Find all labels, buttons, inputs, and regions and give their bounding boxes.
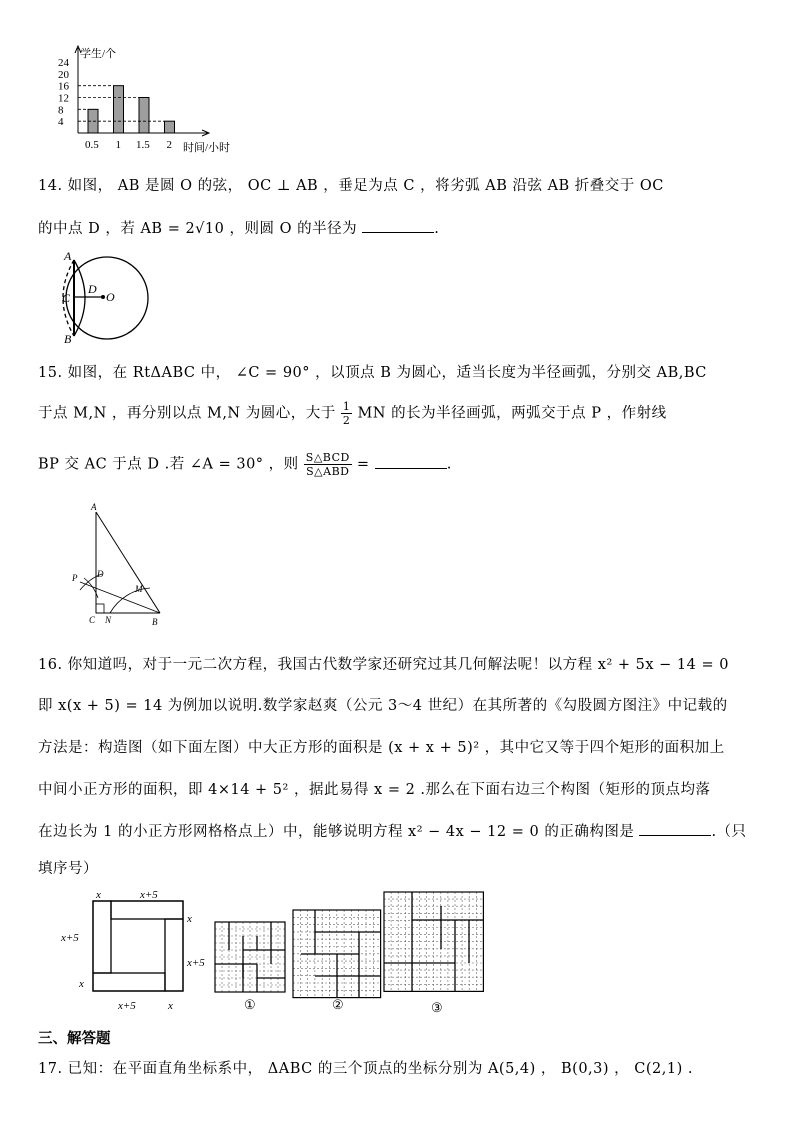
q16-option-3[interactable]: ③ bbox=[431, 1000, 443, 1015]
q16-line6: 填序号） bbox=[38, 861, 98, 877]
q14-figure bbox=[52, 246, 162, 346]
y-tick-label: 4 bbox=[58, 116, 64, 129]
q16-figures bbox=[58, 888, 488, 1020]
q15-figure bbox=[60, 500, 170, 630]
q15-ratio-den: S△ABD bbox=[306, 465, 350, 478]
y-tick-label: 20 bbox=[58, 68, 69, 81]
q15-label-D: D bbox=[97, 569, 104, 579]
q15-area-ratio bbox=[304, 451, 352, 478]
bar bbox=[139, 98, 149, 134]
q15-line3-eq: = bbox=[356, 456, 370, 473]
q14-label-C: C bbox=[62, 291, 71, 305]
q14-line2-text: 的中点 D ，若 AB = 2√10 ，则圆 O 的半径为 bbox=[38, 221, 358, 237]
q15-fraction-half bbox=[341, 400, 353, 427]
x-tick-label: 0.5 bbox=[85, 139, 99, 151]
bar bbox=[165, 121, 175, 133]
option1-border bbox=[215, 922, 285, 992]
bar-chart bbox=[50, 40, 260, 155]
q15-label-B: B bbox=[152, 617, 158, 627]
q14-label-A: A bbox=[64, 249, 72, 263]
q15-line2 bbox=[38, 400, 667, 427]
q15-label-A: A bbox=[91, 502, 97, 512]
q16-line1: 16. 你知道吗，对于一元二次方程，我国古代数学家还研究过其几何解法呢！以方程 x² + 5x − 14 = 0 bbox=[38, 657, 729, 673]
y-tick-label: 8 bbox=[58, 104, 64, 117]
bar bbox=[114, 86, 124, 133]
q16-line2: 即 x(x + 5) = 14 为例加以说明.数学家赵爽（公元 3～4 世纪）在其所著的《勾股圆方图注》中记载的 bbox=[38, 698, 728, 714]
q16-left-label-top-x5: x+5 bbox=[140, 889, 158, 901]
y-axis-label: 学生/个 bbox=[80, 48, 117, 60]
q15-frac-num: 1 bbox=[342, 400, 351, 413]
q16-line5 bbox=[38, 820, 747, 841]
y-tick-label: 24 bbox=[58, 57, 69, 69]
x-tick-label: 2 bbox=[166, 139, 172, 151]
q15-line2-text-a: 于点 M,N ，再分别以点 M,N 为圆心，大于 bbox=[38, 405, 336, 422]
q15-answer-blank[interactable] bbox=[375, 454, 447, 469]
q16-option-2[interactable]: ② bbox=[332, 997, 344, 1012]
q16-line3: 方法是：构造图（如下面左图）中大正方形的面积是 (x + x + 5)² ，其中它又等于四个矩形的面积加上 bbox=[38, 740, 725, 756]
q15-label-C: C bbox=[89, 615, 96, 625]
q16-line5-text: 在边长为 1 的小正方形网格格点上）中，能够说明方程 x² − 4x − 12 = 0 的正确构图是 bbox=[38, 824, 635, 840]
q17-line1: 17. 已知：在平面直角坐标系中， ΔABC 的三个顶点的坐标分别为 A(5,4) ， B(0,3) ， C(2,1) . bbox=[38, 1061, 693, 1077]
q15-label-N: N bbox=[105, 615, 112, 625]
x-axis-label: 时间/小时 bbox=[183, 142, 231, 154]
q15-label-P: P bbox=[72, 573, 78, 583]
y-tick-label: 16 bbox=[58, 80, 69, 93]
q15-line3-text-a: BP 交 AC 于点 D .若 ∠A = 30° ，则 bbox=[38, 456, 299, 473]
q15-frac-den: 2 bbox=[342, 414, 351, 427]
q14-label-B: B bbox=[64, 332, 72, 346]
q16-option-1[interactable]: ① bbox=[244, 997, 256, 1012]
q15-line3 bbox=[38, 451, 452, 478]
y-tick-label: 12 bbox=[58, 92, 69, 105]
q14-label-O: O bbox=[106, 290, 115, 304]
q14-line2-end: . bbox=[434, 221, 440, 237]
q16-line4: 中间小正方形的面积，即 4×14 + 5² ，据此易得 x = 2 .那么在下面右边三个构图（矩形的顶点均落 bbox=[38, 782, 711, 798]
x-tick-label: 1.5 bbox=[136, 139, 150, 151]
q16-left-label-bottom-x: x bbox=[168, 1000, 173, 1012]
q16-left-label-left-x: x bbox=[79, 978, 84, 990]
q15-line1: 15. 如图，在 RtΔABC 中， ∠C = 90° ，以顶点 B 为圆心，适当长度为半径画弧，分别交 AB,BC bbox=[38, 365, 707, 381]
q14-line2 bbox=[38, 217, 439, 238]
q14-label-D: D bbox=[88, 282, 97, 296]
q16-left-label-left-x5: x+5 bbox=[61, 932, 79, 944]
q16-left-label-bottom-x5: x+5 bbox=[118, 1000, 136, 1012]
q16-left-label-right-x5: x+5 bbox=[187, 957, 205, 969]
q15-line3-end: . bbox=[446, 456, 452, 473]
q15-ratio-num: S△BCD bbox=[305, 451, 350, 464]
q16-answer-blank[interactable] bbox=[639, 821, 711, 836]
section3-title: 三、解答题 bbox=[38, 1031, 111, 1047]
q14-answer-blank[interactable] bbox=[362, 218, 434, 233]
x-tick-label: 1 bbox=[115, 139, 121, 151]
q14-line1: 14. 如图， AB 是圆 O 的弦， OC ⊥ AB ，垂足为点 C ，将劣弧 AB 沿弦 AB 折叠交于 OC bbox=[38, 178, 664, 194]
q16-left-label-top-x: x bbox=[96, 889, 101, 901]
q16-left-label-right-x: x bbox=[187, 913, 192, 925]
q15-line2-text-b: MN 的长为半径画弧，两弧交于点 P ，作射线 bbox=[357, 405, 667, 422]
q16-line5-end: .（只 bbox=[711, 824, 747, 840]
q15-label-M: M bbox=[135, 584, 143, 594]
